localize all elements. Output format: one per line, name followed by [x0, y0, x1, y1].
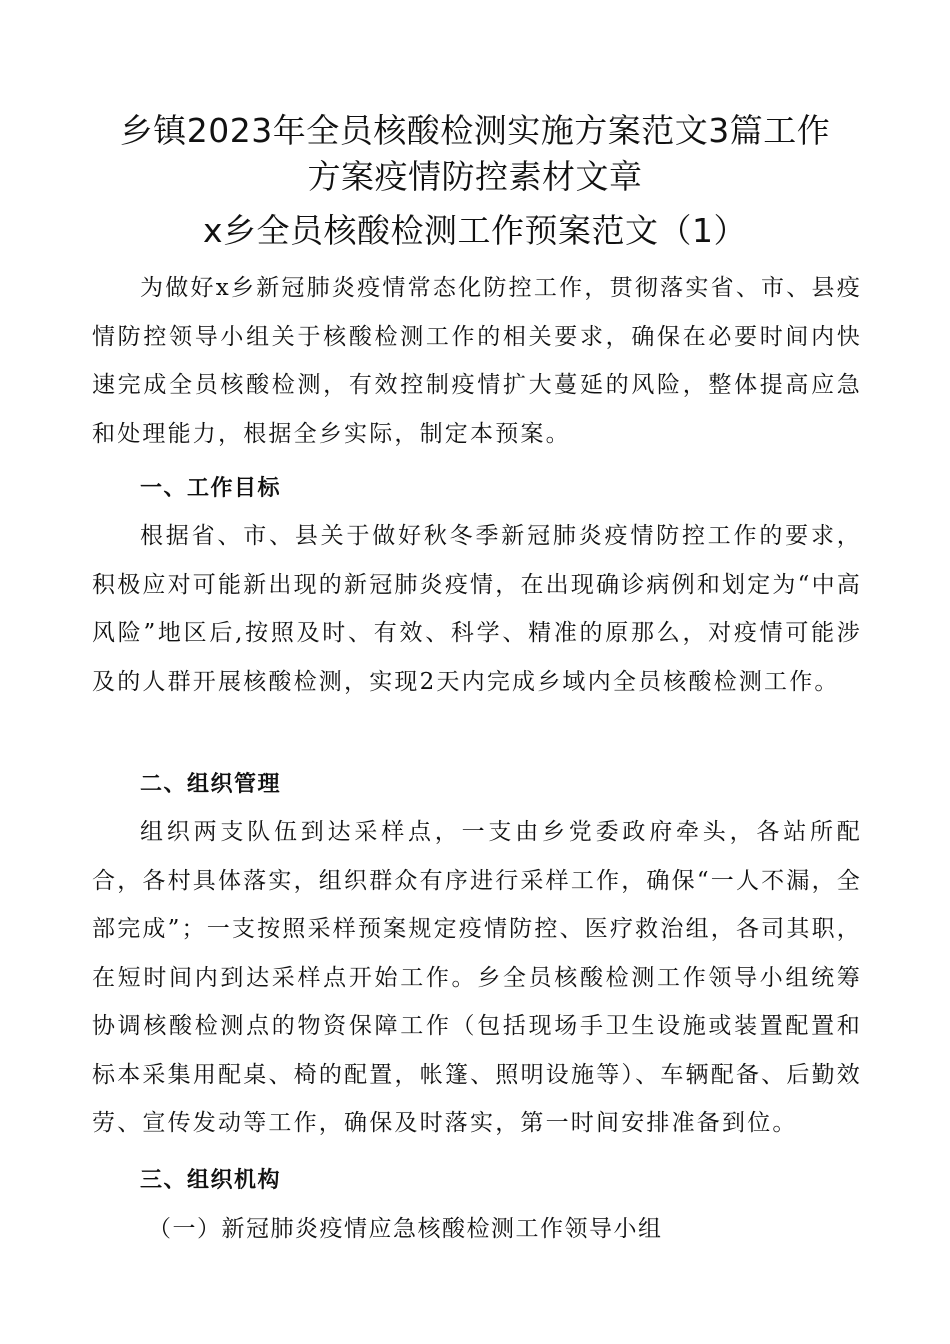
document-title-line2: 方案疫情防控素材文章 — [307, 157, 643, 196]
section3-subheading: （一）新冠肺炎疫情应急核酸检测工作领导小组 — [148, 1216, 663, 1242]
section2-heading: 二、组织管理 — [140, 772, 282, 797]
intro-paragraph: 为做好x乡新冠肺炎疫情常态化防控工作，贯彻落实省、市、县疫情防控领导小组关于核酸检测工作的相关要求，确保在必要时间内快速完成全员核酸检测，有效控制疫情扩大蔓延的风险，整体提高应急和处理能力，根据全乡实际，制定本预案。 — [92, 275, 862, 447]
section3-heading: 三、组织机构 — [140, 1168, 282, 1193]
document-title-line1: 乡镇2023年全员核酸检测实施方案范文3篇工作 — [119, 111, 831, 150]
document-subtitle: x乡全员核酸检测工作预案范文（1） — [202, 211, 748, 250]
section1-heading: 一、工作目标 — [140, 476, 282, 501]
section1-paragraph: 根据省、市、县关于做好秋冬季新冠肺炎疫情防控工作的要求，积极应对可能新出现的新冠肺炎疫情，在出现确诊病例和划定为“中高风险”地区后,按照及时、有效、科学、精准的原那么，对疫情可能涉及的人群开展核酸检测，实现2天内完成乡域内全员核酸检测工作。 — [92, 523, 862, 695]
section2-paragraph: 组织两支队伍到达采样点，一支由乡党委政府牵头，各站所配合，各村具体落实，组织群众有序进行采样工作，确保“一人不漏，全部完成”；一支按照采样预案规定疫情防控、医疗救治组，各司其职，在短时间内到达采样点开始工作。乡全员核酸检测工作领导小组统筹协调核酸检测点的物资保障工作（包括现场手卫生设施或装置配置和标本采集用配桌、椅的配置，帐篷、照明设施等）、车辆配备、后勤效劳、宣传发动等工作，确保及时落实，第一时间安排准备到位。 — [92, 819, 862, 1136]
